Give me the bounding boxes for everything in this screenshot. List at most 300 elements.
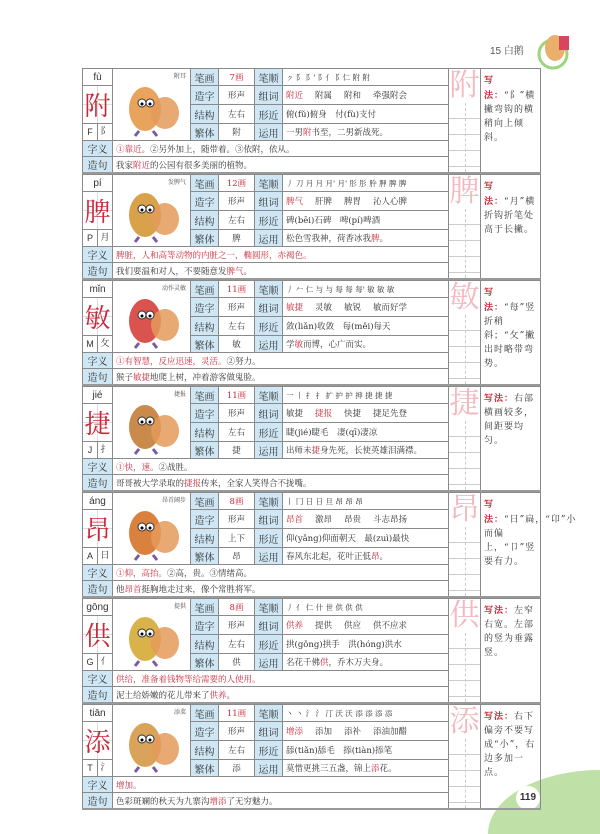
- word: 昂贵: [344, 515, 362, 525]
- sentence-segment: 我家: [116, 160, 134, 171]
- sentence-segment: 增添: [209, 796, 227, 807]
- similar-label: 形近: [255, 211, 283, 230]
- practice-character: 昂: [449, 492, 480, 527]
- cartoon-illustration: [115, 389, 191, 455]
- formation: 形声: [219, 616, 255, 635]
- structure-label: 结构: [191, 741, 219, 760]
- sentence-segment: 挺胸地走过来，像个常胜将军。: [141, 584, 261, 595]
- sentence-label: 造句: [83, 687, 113, 704]
- index-radical: [83, 548, 113, 565]
- stroke-order-label: 笔顺: [255, 69, 283, 86]
- meaning: [113, 565, 449, 581]
- word: 敏捷: [286, 409, 304, 419]
- formation-label: 造字: [191, 616, 219, 635]
- character-entry: [82, 68, 541, 174]
- writing-tip-text: 右下偏旁不要写成“小”，右边多加一点。: [484, 712, 536, 778]
- formation-label: 造字: [191, 192, 219, 211]
- traditional-form: 供: [219, 654, 255, 671]
- sentence-label: 造句: [83, 369, 113, 386]
- cartoon-illustration: [115, 601, 191, 667]
- sentence-segment: 敏捷: [133, 372, 151, 383]
- practice-box: [449, 705, 481, 810]
- illustration-cell: [113, 175, 191, 247]
- initial-letter: P: [83, 230, 98, 246]
- practice-grid: [449, 103, 480, 172]
- practice-grid: [449, 315, 480, 384]
- illustration-cell: [113, 705, 191, 777]
- practice-box: [449, 69, 481, 174]
- meaning-segment: 增加。: [116, 780, 142, 791]
- similar-characters: 睫(jié)睫毛 凄(qī)凄凉: [283, 423, 449, 442]
- index-radical: [83, 760, 113, 777]
- index-radical: [83, 442, 113, 459]
- meaning-segment: ①靠近。: [116, 144, 151, 155]
- word: 灵敏: [315, 303, 333, 313]
- stroke-order-label: 笔顺: [255, 281, 283, 298]
- word: 斗志昂扬: [373, 515, 408, 525]
- illustration-cell: [113, 281, 191, 353]
- pinyin: pí: [83, 175, 113, 192]
- example-sentence: [113, 475, 449, 492]
- initial-letter: G: [83, 654, 98, 670]
- word-list: [283, 616, 449, 635]
- character: 昂: [83, 510, 113, 548]
- writing-tip: [481, 599, 541, 704]
- illustration-caption: 发脾气: [167, 179, 186, 186]
- pinyin: mǐn: [83, 281, 113, 298]
- usage-segment: 供: [320, 658, 329, 668]
- initial-letter: J: [83, 442, 98, 458]
- structure-label: 结构: [191, 529, 219, 548]
- example-sentence: [113, 157, 449, 174]
- formation: 形声: [219, 298, 255, 317]
- practice-character: 捷: [449, 386, 480, 421]
- meaning: [113, 459, 449, 475]
- writing-tip-label: 写法：: [484, 711, 515, 721]
- sentence-segment: 昂首: [124, 584, 142, 595]
- character-entry: [82, 280, 541, 386]
- word: 添加: [315, 727, 333, 737]
- traditional-label: 繁体: [191, 230, 219, 247]
- formation-label: 造字: [191, 298, 219, 317]
- word: 牵强附会: [373, 91, 408, 101]
- word: 添补: [344, 727, 362, 737]
- stroke-count-label: 笔画: [191, 493, 219, 510]
- sentence-label: 造句: [83, 581, 113, 598]
- illustration-caption: 动作灵敏: [161, 285, 186, 292]
- illustration-cell: [113, 69, 191, 141]
- stroke-order-label: 笔顺: [255, 599, 283, 616]
- word: 激昂: [315, 515, 333, 525]
- words-label: 组词: [255, 510, 283, 529]
- meaning: [113, 671, 449, 687]
- word: 附属: [315, 91, 333, 101]
- index-radical: [83, 124, 113, 141]
- sentence-segment: 。: [243, 266, 253, 277]
- character-list: [82, 68, 577, 810]
- structure: 左右: [219, 423, 255, 442]
- stroke-order: 丿 亻 仁 什 世 供 供 供: [283, 599, 449, 616]
- traditional-form: 敏: [219, 336, 255, 353]
- writing-tip-text: 左窄右宽。左部的竖为垂露竖。: [484, 606, 535, 658]
- example-sentence: [113, 793, 449, 810]
- stroke-order: ㇰ 阝 阝' 阝亻 阝仁 附 附: [283, 69, 449, 86]
- sentence-segment: 附近: [133, 160, 151, 171]
- character-entry: [82, 386, 541, 492]
- lesson-header: 15 白鹅: [490, 46, 524, 57]
- writing-tip: [481, 175, 541, 280]
- formation: 形声: [219, 86, 255, 105]
- similar-characters: 敛(liǎn)收敛 每(měi)每天: [283, 317, 449, 336]
- word-list: [283, 722, 449, 741]
- word-list: [283, 298, 449, 317]
- meaning: [113, 247, 449, 263]
- writing-tip-label: 写法：: [484, 605, 515, 615]
- practice-character: 脾: [449, 174, 480, 209]
- practice-character: 供: [449, 598, 480, 633]
- practice-grid: [449, 209, 480, 278]
- word: 快捷: [344, 409, 362, 419]
- writing-tip-text: “每”竖折稍斜；“攵”撇出时略带弯势。: [484, 303, 536, 369]
- index-radical: [83, 336, 113, 353]
- usage-segment: 脾: [371, 234, 380, 244]
- sentence-label: 造句: [83, 157, 113, 174]
- radical: 亻: [100, 657, 110, 667]
- meaning-label: 字义: [83, 671, 113, 687]
- traditional-form: 昂: [219, 548, 255, 565]
- sentence-segment: 他: [116, 584, 125, 595]
- usage-segment: 书至，二男新战死。: [311, 128, 389, 138]
- sentence-segment: 哥哥被大学录取的: [116, 478, 185, 489]
- structure-label: 结构: [191, 635, 219, 654]
- meaning-label: 字义: [83, 247, 113, 263]
- traditional-label: 繁体: [191, 124, 219, 141]
- usage-segment: 名花千佛: [286, 658, 321, 668]
- word: 脾胃: [344, 197, 362, 207]
- word: 添油加醋: [373, 727, 408, 737]
- writing-tip: [481, 705, 541, 810]
- word: 捷报: [315, 409, 333, 419]
- word-list: [283, 192, 449, 211]
- practice-character: 附: [449, 68, 480, 103]
- usage-segment: 身先死，长使英雄泪满襟。: [320, 446, 423, 456]
- meaning-label: 字义: [83, 565, 113, 581]
- word: 提供: [315, 621, 333, 631]
- word: 敏锐: [344, 303, 362, 313]
- writing-tip: [481, 281, 541, 386]
- writing-tip: [481, 493, 577, 598]
- word: 供应: [344, 621, 362, 631]
- practice-grid: [449, 739, 480, 808]
- character: 添: [83, 722, 113, 760]
- usage-label: 运用: [255, 548, 283, 565]
- character-entry: [82, 598, 541, 704]
- character: 敏: [83, 298, 113, 336]
- stroke-order-label: 笔顺: [255, 387, 283, 404]
- illustration-caption: 添菜: [173, 709, 186, 716]
- usage-segment: 敏: [294, 340, 304, 350]
- usage-segment: 花。: [379, 764, 397, 774]
- similar-characters: 拱(gǒng)拱手 洪(hóng)洪水: [283, 635, 449, 654]
- usage-segment: ，乔木万夫身。: [328, 658, 389, 668]
- writing-tip-label: 写法：: [484, 287, 505, 312]
- usage-segment: 。: [379, 552, 389, 562]
- usage-example: [283, 124, 449, 141]
- meaning-label: 字义: [83, 459, 113, 475]
- formation-label: 造字: [191, 510, 219, 529]
- sentence-segment: 脾气: [226, 266, 244, 277]
- formation: 形声: [219, 510, 255, 529]
- similar-label: 形近: [255, 635, 283, 654]
- character-entry: [82, 492, 577, 598]
- meaning-label: 字义: [83, 353, 113, 369]
- stroke-count: 8画: [219, 493, 255, 510]
- formation: 形声: [219, 192, 255, 211]
- radical: 日: [100, 551, 110, 561]
- illustration-caption: 提供: [173, 603, 186, 610]
- practice-grid: [449, 633, 480, 702]
- structure: 左右: [219, 741, 255, 760]
- structure: 左右: [219, 635, 255, 654]
- sentence-segment: 捷报: [184, 478, 202, 489]
- similar-label: 形近: [255, 529, 283, 548]
- usage-segment: 学: [286, 340, 295, 350]
- character: 附: [83, 86, 113, 124]
- traditional-form: 脾: [219, 230, 255, 247]
- cartoon-illustration: [115, 177, 191, 243]
- word-list: [283, 510, 449, 529]
- usage-segment: 。: [379, 234, 389, 244]
- meaning-label: 字义: [83, 777, 113, 793]
- usage-label: 运用: [255, 442, 283, 459]
- practice-grid: [449, 527, 480, 596]
- usage-segment: 捷: [311, 446, 321, 456]
- word: 敏而好学: [373, 303, 408, 313]
- stroke-order-label: 笔顺: [255, 493, 283, 510]
- similar-characters: 舔(tiǎn)舔毛 掭(tiàn)掭笔: [283, 741, 449, 760]
- writing-tip-label: 写法：: [484, 393, 515, 403]
- initial-letter: M: [83, 336, 98, 352]
- practice-box: [449, 493, 481, 598]
- stroke-count: 11画: [219, 387, 255, 404]
- radical: 阝: [100, 127, 110, 137]
- radical: 扌: [100, 445, 110, 455]
- sentence-segment: 色彩斑斓的秋天为九寨沟: [116, 796, 210, 807]
- example-sentence: [113, 581, 449, 598]
- usage-segment: 昂: [371, 552, 380, 562]
- usage-segment: 松色雪我神，荷香冰我: [286, 234, 372, 244]
- word: 供不应求: [373, 621, 408, 631]
- formation-label: 造字: [191, 722, 219, 741]
- illustration-cell: [113, 387, 191, 459]
- words-label: 组词: [255, 616, 283, 635]
- writing-tip-text: “阝”横撇弯钩的横稍向上倾斜。: [484, 91, 536, 143]
- writing-tip-text: 右部横画较多，间距要均匀。: [484, 394, 535, 446]
- similar-characters: 碑(bēi)石碑 啤(pí)啤酒: [283, 211, 449, 230]
- word: 沁人心脾: [373, 197, 408, 207]
- usage-example: [283, 442, 449, 459]
- meaning: [113, 353, 449, 369]
- writing-tip-label: 写法：: [484, 75, 505, 100]
- practice-box: [449, 175, 481, 280]
- structure: 左右: [219, 211, 255, 230]
- writing-tip-label: 写法：: [484, 499, 505, 524]
- initial-letter: A: [83, 548, 98, 564]
- pinyin: fù: [83, 69, 113, 86]
- sentence-segment: 传来，全家人笑得合不拢嘴。: [201, 478, 312, 489]
- radical: 氵: [100, 763, 110, 773]
- meaning-segment: 脾脏，人和高等动物的内脏之一，椭圆形，赤褐色。: [116, 250, 312, 261]
- writing-tip-label: 写法：: [484, 181, 505, 206]
- similar-label: 形近: [255, 105, 283, 124]
- structure-label: 结构: [191, 317, 219, 336]
- sentence-segment: 了无穷魅力。: [226, 796, 278, 807]
- similar-label: 形近: [255, 423, 283, 442]
- writing-tip-text: “日”扁，“卬”小而偏上，“卩”竖要有力。: [484, 515, 577, 567]
- stroke-order: 丶 丶 氵 氵 汀 沃 沃 添 添 添 添: [283, 705, 449, 722]
- meaning-segment: ①快，速。: [116, 462, 159, 473]
- sentence-segment: 的公园有很多美丽的植物。: [150, 160, 253, 171]
- meaning-segment: ①仰，高抬。: [116, 568, 168, 579]
- illustration-caption: 附耳: [173, 73, 186, 80]
- pinyin: gōng: [83, 599, 113, 616]
- initial-letter: F: [83, 124, 98, 140]
- sentence-label: 造句: [83, 793, 113, 810]
- usage-example: [283, 654, 449, 671]
- stroke-count-label: 笔画: [191, 281, 219, 298]
- practice-character: 添: [449, 704, 480, 739]
- usage-label: 运用: [255, 654, 283, 671]
- traditional-form: 捷: [219, 442, 255, 459]
- sentence-segment: 猴子: [116, 372, 134, 383]
- cartoon-illustration: [115, 707, 191, 773]
- initial-letter: T: [83, 760, 98, 776]
- practice-grid: [449, 421, 480, 490]
- index-radical: [83, 230, 113, 247]
- formation: 形声: [219, 404, 255, 423]
- character-entry: [82, 704, 541, 810]
- stroke-count-label: 笔画: [191, 387, 219, 404]
- character: 捷: [83, 404, 113, 442]
- stroke-order: 丿 刀 月 月 月' 月' 肜 肜 肸 胛 脾 脾: [283, 175, 449, 192]
- character: 脾: [83, 192, 113, 230]
- traditional-label: 繁体: [191, 654, 219, 671]
- meaning-segment: ②高，贵。③情绪高。: [167, 568, 253, 579]
- illustration-caption: 捷报: [173, 391, 186, 398]
- words-label: 组词: [255, 404, 283, 423]
- meaning-segment: ②努力。: [226, 356, 261, 367]
- word: 附近: [286, 91, 304, 101]
- mascot-icon: [535, 28, 575, 72]
- practice-character: 敏: [449, 280, 480, 315]
- traditional-label: 繁体: [191, 548, 219, 565]
- similar-label: 形近: [255, 741, 283, 760]
- formation: 形声: [219, 722, 255, 741]
- usage-label: 运用: [255, 336, 283, 353]
- meaning-segment: ②战胜。: [158, 462, 193, 473]
- words-label: 组词: [255, 298, 283, 317]
- illustration-caption: 昂首阔步: [161, 497, 186, 504]
- character: 供: [83, 616, 113, 654]
- word: 昂首: [286, 515, 304, 525]
- usage-label: 运用: [255, 124, 283, 141]
- meaning-segment: ②另外加上，随带着。③依附，依从。: [150, 144, 295, 155]
- stroke-count: 11画: [219, 705, 255, 722]
- sentence-segment: 。: [226, 690, 236, 701]
- word-list: [283, 86, 449, 105]
- usage-segment: 出师未: [286, 446, 312, 456]
- sentence-segment: 地爬上树，冲着游客做鬼脸。: [150, 372, 261, 383]
- usage-segment: 莫惜更挑三五盏，锦上: [286, 764, 372, 774]
- usage-segment: 而博，心广而实。: [303, 340, 372, 350]
- structure-label: 结构: [191, 211, 219, 230]
- cartoon-illustration: [115, 283, 191, 349]
- words-label: 组词: [255, 86, 283, 105]
- word: 供养: [286, 621, 304, 631]
- cartoon-illustration: [115, 495, 191, 561]
- usage-segment: 附: [303, 128, 312, 138]
- sentence-segment: 我们要温和对人，不要随意发: [116, 266, 227, 277]
- stroke-count-label: 笔画: [191, 175, 219, 192]
- structure-label: 结构: [191, 423, 219, 442]
- formation-label: 造字: [191, 86, 219, 105]
- stroke-count: 8画: [219, 599, 255, 616]
- traditional-form: 添: [219, 760, 255, 777]
- usage-segment: 添: [371, 764, 380, 774]
- structure: 左右: [219, 105, 255, 124]
- sentence-label: 造句: [83, 263, 113, 280]
- stroke-count-label: 笔画: [191, 69, 219, 86]
- stroke-order: 丿 𠂉 仁 与 与 每 每 每' 敏 敏 敏: [283, 281, 449, 298]
- usage-example: [283, 548, 449, 565]
- writing-tip: [481, 69, 541, 174]
- traditional-label: 繁体: [191, 336, 219, 353]
- structure: 左右: [219, 317, 255, 336]
- stroke-order: 丨 冂 日 日 旦 昂 昂 昂: [283, 493, 449, 510]
- words-label: 组词: [255, 722, 283, 741]
- sentence-label: 造句: [83, 475, 113, 492]
- word: 捷足先登: [373, 409, 408, 419]
- word: 肝脾: [315, 197, 333, 207]
- practice-box: [449, 599, 481, 704]
- stroke-count: 7画: [219, 69, 255, 86]
- stroke-count: 12画: [219, 175, 255, 192]
- writing-tip: [481, 387, 541, 492]
- word-list: [283, 404, 449, 423]
- example-sentence: [113, 263, 449, 280]
- stroke-order-label: 笔顺: [255, 175, 283, 192]
- usage-label: 运用: [255, 760, 283, 777]
- radical: 攵: [100, 339, 110, 349]
- meaning: [113, 141, 449, 157]
- stroke-count-label: 笔画: [191, 705, 219, 722]
- similar-characters: 仰(yǎng)仰面朝天 最(zuì)最快: [283, 529, 449, 548]
- sentence-segment: 供养: [209, 690, 227, 701]
- traditional-label: 繁体: [191, 760, 219, 777]
- illustration-cell: [113, 493, 191, 565]
- usage-segment: 春风东北起，花叶正低: [286, 552, 372, 562]
- meaning-label: 字义: [83, 141, 113, 157]
- example-sentence: [113, 369, 449, 386]
- similar-label: 形近: [255, 317, 283, 336]
- words-label: 组词: [255, 192, 283, 211]
- word: 敏捷: [286, 303, 304, 313]
- usage-example: [283, 230, 449, 247]
- practice-box: [449, 281, 481, 386]
- index-radical: [83, 654, 113, 671]
- pinyin: tiān: [83, 705, 113, 722]
- pinyin: jié: [83, 387, 113, 404]
